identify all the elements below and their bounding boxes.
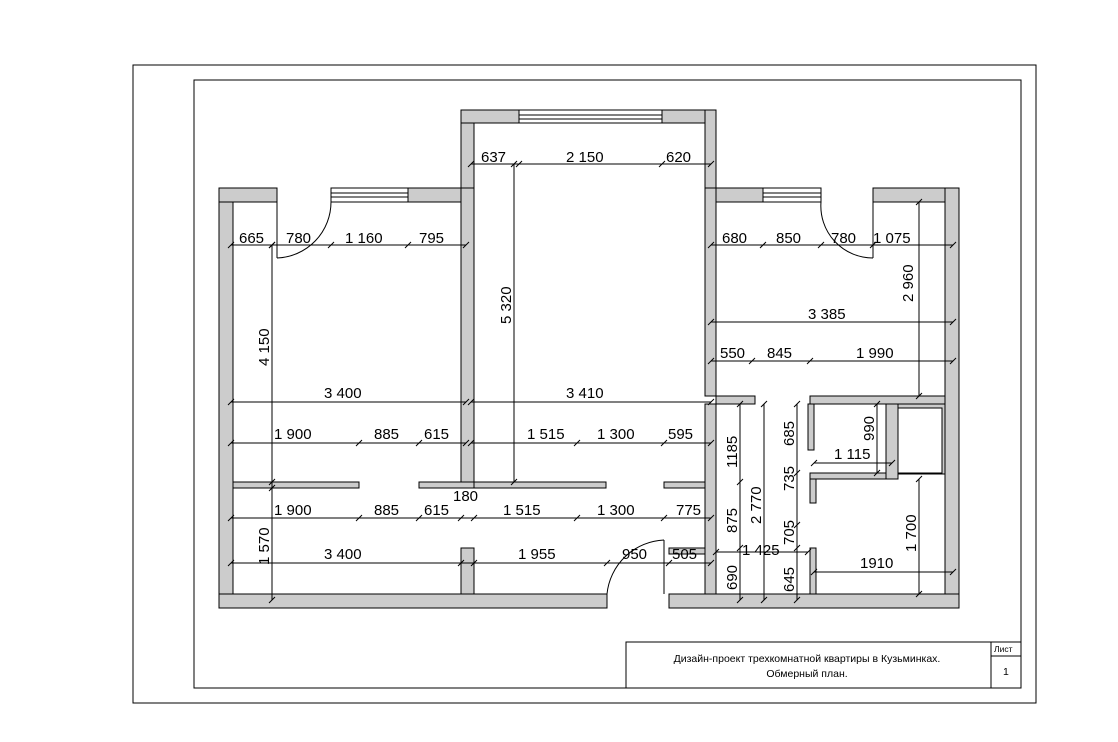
title-line-2: Обмерный план. <box>766 668 848 680</box>
window-center-room <box>519 110 662 123</box>
dim-label: 4 150 <box>256 328 273 366</box>
title-line-1: Дизайн-проект трехкомнатной квартиры в Кузьминках. <box>673 653 941 665</box>
dim-label: 1 515 <box>503 502 541 519</box>
window-right-room <box>763 188 821 202</box>
dim-label: 735 <box>781 465 798 491</box>
dimension-ticks <box>228 161 956 603</box>
dim-label: 685 <box>781 420 798 446</box>
dim-label: 2 960 <box>900 264 917 302</box>
dim-label: 795 <box>419 230 445 247</box>
dim-label: 2 770 <box>748 486 765 524</box>
doors <box>277 202 873 608</box>
window-left-room <box>331 188 408 202</box>
dim-label: 690 <box>724 564 741 590</box>
dim-label: 180 <box>453 488 479 505</box>
dim-label: 1 900 <box>274 426 312 443</box>
dim-label: 5 320 <box>498 286 515 324</box>
dim-label: 1 300 <box>597 502 635 519</box>
dim-label: 1185 <box>724 435 741 468</box>
dim-label: 850 <box>776 230 802 247</box>
dim-label: 615 <box>424 502 450 519</box>
sheet-label: Лист <box>994 644 1013 654</box>
sheet-number: 1 <box>1003 666 1009 678</box>
dim-label: 1910 <box>860 555 894 572</box>
dim-label: 990 <box>861 415 878 441</box>
dim-label: 680 <box>722 230 748 247</box>
dim-label: 637 <box>481 149 507 166</box>
dim-label: 620 <box>666 149 692 166</box>
dim-label: 595 <box>668 426 694 443</box>
dim-label: 505 <box>672 546 698 563</box>
dim-label: 1 990 <box>856 345 894 362</box>
dimension-labels <box>239 149 920 592</box>
dim-label: 1 075 <box>873 230 911 247</box>
dim-label: 3 410 <box>566 385 604 402</box>
dim-label: 775 <box>676 502 702 519</box>
dim-label: 665 <box>239 230 265 247</box>
dim-label: 3 385 <box>808 306 846 323</box>
dim-label: 615 <box>424 426 450 443</box>
dim-label: 780 <box>831 230 857 247</box>
dim-label: 3 400 <box>324 385 362 402</box>
dim-label: 875 <box>724 507 741 533</box>
dim-label: 885 <box>374 502 400 519</box>
dim-label: 705 <box>781 519 798 545</box>
dim-label: 950 <box>622 546 648 563</box>
dim-label: 645 <box>781 566 798 592</box>
dim-label: 780 <box>286 230 312 247</box>
dim-label: 2 150 <box>566 149 604 166</box>
dim-label: 1 700 <box>903 514 920 552</box>
dim-label: 1 115 <box>834 446 871 463</box>
walls <box>219 110 959 608</box>
dim-label: 1 160 <box>345 230 383 247</box>
dim-label: 1 300 <box>597 426 635 443</box>
dim-label: 845 <box>767 345 793 362</box>
dim-label: 1 955 <box>518 546 556 563</box>
dim-label: 550 <box>720 345 746 362</box>
dim-label: 1 425 <box>742 542 780 559</box>
dim-label: 885 <box>374 426 400 443</box>
title-block <box>626 642 1021 688</box>
dim-label: 1 900 <box>274 502 312 519</box>
dim-label: 1 570 <box>256 527 273 565</box>
dim-label: 1 515 <box>527 426 565 443</box>
dim-label: 3 400 <box>324 546 362 563</box>
